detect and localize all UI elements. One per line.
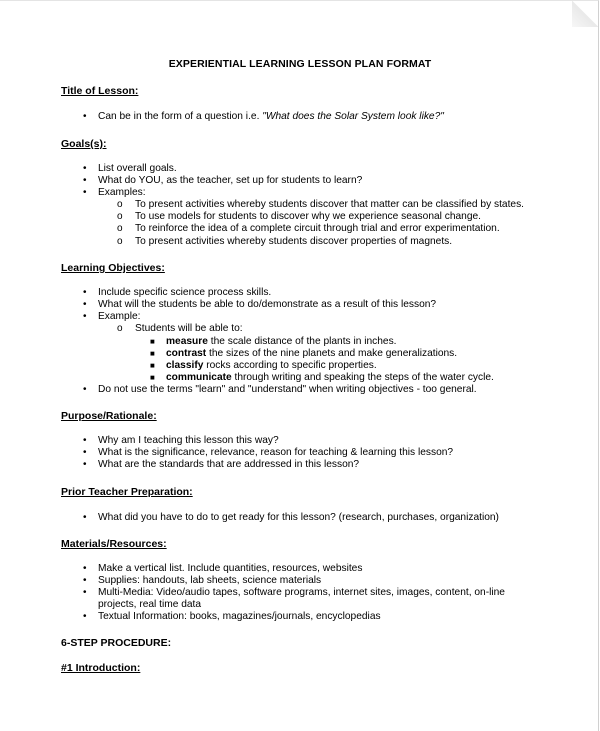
example-question: "What does the Solar System look like?": [262, 111, 444, 122]
page-curl-corner: [572, 1, 598, 27]
objective-text: the sizes of the nine planets and make generalizations.: [206, 348, 458, 359]
objective-verb: classify: [166, 360, 204, 371]
list-item: Multi-Media: Video/audio tapes, software programs, internet sites, images, content, on-line: [98, 587, 505, 598]
list-item: What are the standards that are addressed in this lesson?: [98, 459, 360, 470]
circle-bullet-icon: o: [117, 211, 123, 222]
list-item: What is the significance, relevance, reason for teaching & learning this lesson?: [98, 447, 454, 458]
bullet-icon: •: [83, 447, 87, 458]
bullet-icon: •: [83, 299, 87, 310]
objective-verb: contrast: [166, 348, 207, 359]
list-item: What will the students be able to do/demonstrate as a result of this lesson?: [98, 299, 437, 310]
list-item: What do YOU, as the teacher, set up for students to learn?: [98, 175, 363, 186]
bullet-icon: •: [83, 435, 87, 446]
list-item: Supplies: handouts, lab sheets, science materials: [98, 575, 322, 586]
bullet-icon: •: [83, 311, 87, 322]
square-bullet-icon: ■: [150, 337, 155, 346]
list-item: Include specific science process skills.: [98, 287, 272, 298]
list-item: Do not use the terms "learn" and "understand" when writing objectives - too general.: [98, 384, 477, 395]
section-heading-materials: Materials/Resources:: [61, 538, 167, 550]
bullet-icon: •: [83, 611, 87, 622]
bullet-icon: •: [83, 575, 87, 586]
sub-list-item: To present activities whereby students discover that matter can be classified by states.: [135, 199, 525, 210]
section-heading-learning-objectives: Learning Objectives:: [61, 262, 165, 274]
list-item: Textual Information: books, magazines/journals, encyclopedias: [98, 611, 381, 622]
section-heading-goals: Goals(s):: [61, 138, 107, 150]
objective-verb: communicate: [166, 372, 232, 383]
section-heading-prior-preparation: Prior Teacher Preparation:: [61, 486, 193, 498]
section-heading-title-of-lesson: Title of Lesson:: [61, 85, 139, 97]
circle-bullet-icon: o: [117, 199, 123, 210]
objective-item: [166, 348, 457, 360]
list-item-continuation: projects, real time data: [98, 599, 202, 610]
bullet-icon: •: [83, 111, 87, 122]
list-item: Examples:: [98, 187, 146, 198]
sub-list-item: To use models for students to discover why we experience seasonal change.: [135, 211, 482, 222]
bullet-icon: •: [83, 175, 87, 186]
objective-verb: measure: [166, 336, 208, 347]
list-item-text: Can be in the form of a question i.e.: [98, 111, 263, 122]
section-heading-procedure: 6-STEP PROCEDURE:: [61, 637, 172, 649]
list-item: Why am I teaching this lesson this way?: [98, 435, 279, 446]
bullet-icon: •: [83, 512, 87, 523]
list-item: Make a vertical list. Include quantities, resources, websites: [98, 563, 363, 574]
objective-item: [166, 372, 494, 384]
bullet-icon: •: [83, 384, 87, 395]
section-heading-introduction: #1 Introduction:: [61, 662, 141, 674]
bullet-icon: •: [83, 587, 87, 598]
objective-item: [166, 360, 377, 372]
objective-text: the scale distance of the plants in inches.: [207, 336, 397, 347]
list-item: What did you have to do to get ready for this lesson? (research, purchases, organization): [98, 512, 499, 523]
sub-list-item: Students will be able to:: [135, 323, 243, 334]
list-item: List overall goals.: [98, 163, 177, 174]
list-item: Example:: [98, 311, 141, 322]
bullet-icon: •: [83, 163, 87, 174]
objective-text: through writing and speaking the steps of the water cycle.: [231, 372, 494, 383]
document-title: EXPERIENTIAL LEARNING LESSON PLAN FORMAT: [168, 58, 432, 70]
objective-text: rocks according to specific properties.: [203, 360, 377, 371]
section-heading-purpose: Purpose/Rationale:: [61, 410, 157, 422]
circle-bullet-icon: o: [117, 223, 123, 234]
circle-bullet-icon: o: [117, 236, 123, 247]
square-bullet-icon: ■: [150, 349, 155, 358]
bullet-icon: •: [83, 459, 87, 470]
sub-list-item: To present activities whereby students discover properties of magnets.: [135, 236, 453, 247]
square-bullet-icon: ■: [150, 361, 155, 370]
objective-item: [166, 336, 397, 348]
bullet-icon: •: [83, 287, 87, 298]
sub-list-item: To reinforce the idea of a complete circuit through trial and error experimentation.: [135, 223, 500, 234]
square-bullet-icon: ■: [150, 373, 155, 382]
circle-bullet-icon: o: [117, 323, 123, 334]
list-item: [98, 111, 444, 123]
bullet-icon: •: [83, 563, 87, 574]
bullet-icon: •: [83, 187, 87, 198]
